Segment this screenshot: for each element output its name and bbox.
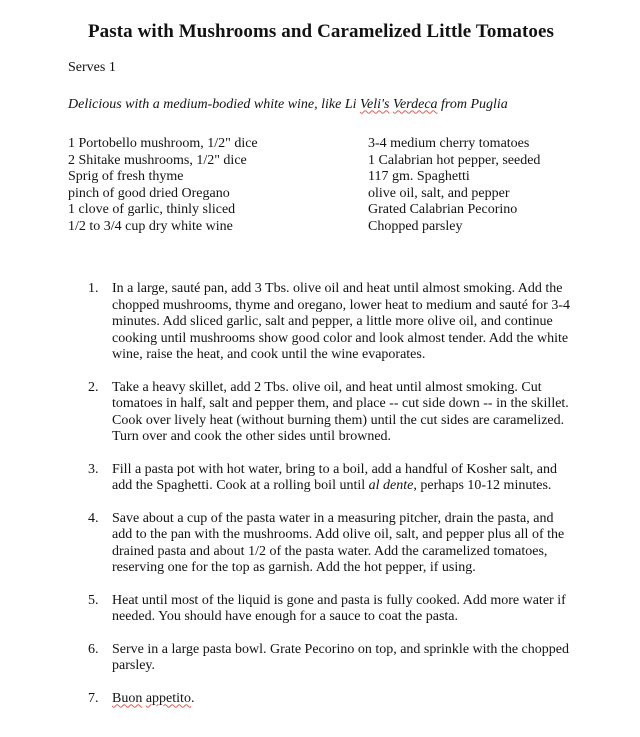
ingredient-line: Chopped parsley	[368, 218, 463, 234]
ingredient-line: pinch of good dried Oregano	[68, 185, 230, 201]
text-segment: from Puglia	[437, 96, 508, 112]
recipe-step	[88, 642, 574, 675]
text-segment: Delicious with a medium-bodied white wine, like Li	[68, 96, 361, 112]
ingredient-line: olive oil, salt, and pepper	[368, 185, 510, 201]
ingredient-line: Grated Calabrian Pecorino	[368, 202, 518, 217]
ingredient-line: 1 Portobello mushroom, 1/2" dice	[68, 136, 258, 151]
text-segment: Take a heavy skillet, add 2 Tbs. olive oil, and heat until almost smoking. Cut tomatoes in half, salt and pepper them, and place -- cut side down -- in the skillet. Cook over lively heat (without burning them) until the cut sides are caramelized. Turn over and cook the other sides until browned.	[112, 379, 569, 444]
instructions-list	[88, 281, 574, 707]
ingredient-line: 2 Shitake mushrooms, 1/2" dice	[68, 152, 247, 168]
italic-phrase: al dente	[368, 478, 414, 493]
step-text	[112, 593, 570, 626]
step-text	[112, 511, 570, 577]
text-segment: Fill a pasta pot with hot water, bring to a boil, add a handful of Kosher salt, and add the Spaghetti. Cook at a rolling boil until	[112, 461, 558, 493]
step-text	[112, 642, 570, 675]
ingredient-line: 1/2 to 3/4 cup dry white wine	[68, 218, 233, 234]
recipe-step	[88, 511, 574, 577]
text-segment: .	[190, 690, 195, 706]
step-text	[112, 380, 570, 446]
ingredient-line: 1 clove of garlic, thinly sliced	[68, 202, 236, 217]
ingredient-line: Sprig of fresh thyme	[68, 169, 184, 184]
step-number: 4.	[88, 510, 99, 526]
misspelled-word: Buon	[112, 690, 143, 706]
text-segment: Save about a cup of the pasta water in a measuring pitcher, drain the pasta, and add to the pan with the mushrooms. Add olive oil, salt, and pepper plus all of the drained pasta and about 1/2 of the pasta water. Add the caramelized tomatoes, reserving one for the top as garnish. Add the hot pepper, if using.	[112, 510, 565, 575]
recipe-step	[88, 691, 574, 708]
misspelled-word: Veli's	[360, 96, 390, 112]
wine-pairing-note	[68, 97, 574, 114]
recipe-step	[88, 281, 574, 364]
step-number: 6.	[88, 641, 99, 657]
ingredient-line: 3-4 medium cherry tomatoes	[368, 136, 530, 151]
recipe-step	[88, 462, 574, 495]
step-number: 2.	[88, 379, 99, 395]
step-text	[112, 462, 570, 495]
ingredient-line: 1 Calabrian hot pepper, seeded	[368, 152, 541, 168]
step-text	[112, 281, 570, 364]
step-number: 5.	[88, 592, 99, 608]
serves-line: Serves 1	[68, 60, 116, 75]
ingredients-column-left	[68, 136, 368, 235]
ingredient-line: 117 gm. Spaghetti	[368, 169, 470, 184]
step-text	[112, 691, 194, 708]
misspelled-word: Verdeca	[392, 96, 438, 112]
text-segment: , perhaps 10-12 minutes.	[413, 478, 552, 493]
text-segment: In a large, sauté pan, add 3 Tbs. olive oil and heat until almost smoking. Add the chopped mushrooms, thyme and oregano, lower heat to medium and sauté for 3-4 minutes. Add sliced garlic, salt and pepper, a little more olive oil, and continue cooking until mushrooms show good color and look almost tender. Add the white wine, raise the heat, and cook until the wine evaporates.	[112, 281, 570, 362]
ingredients-column-right	[368, 136, 574, 235]
recipe-title: Pasta with Mushrooms and Caramelized Little Tomatoes	[87, 21, 555, 42]
recipe-step	[88, 593, 574, 626]
misspelled-word: appetito	[145, 690, 191, 706]
step-number: 1.	[88, 281, 99, 296]
step-number: 3.	[88, 461, 99, 477]
recipe-document-page	[0, 21, 640, 737]
text-segment: Heat until most of the liquid is gone and pasta is fully cooked. Add more water if needed. You should have enough for a sauce to coat the pasta.	[112, 592, 566, 624]
recipe-step	[88, 380, 574, 446]
step-number: 7.	[88, 690, 99, 706]
ingredients-section	[68, 136, 574, 235]
text-segment: Serve in a large pasta bowl. Grate Pecorino on top, and sprinkle with the chopped parsley.	[112, 641, 569, 673]
